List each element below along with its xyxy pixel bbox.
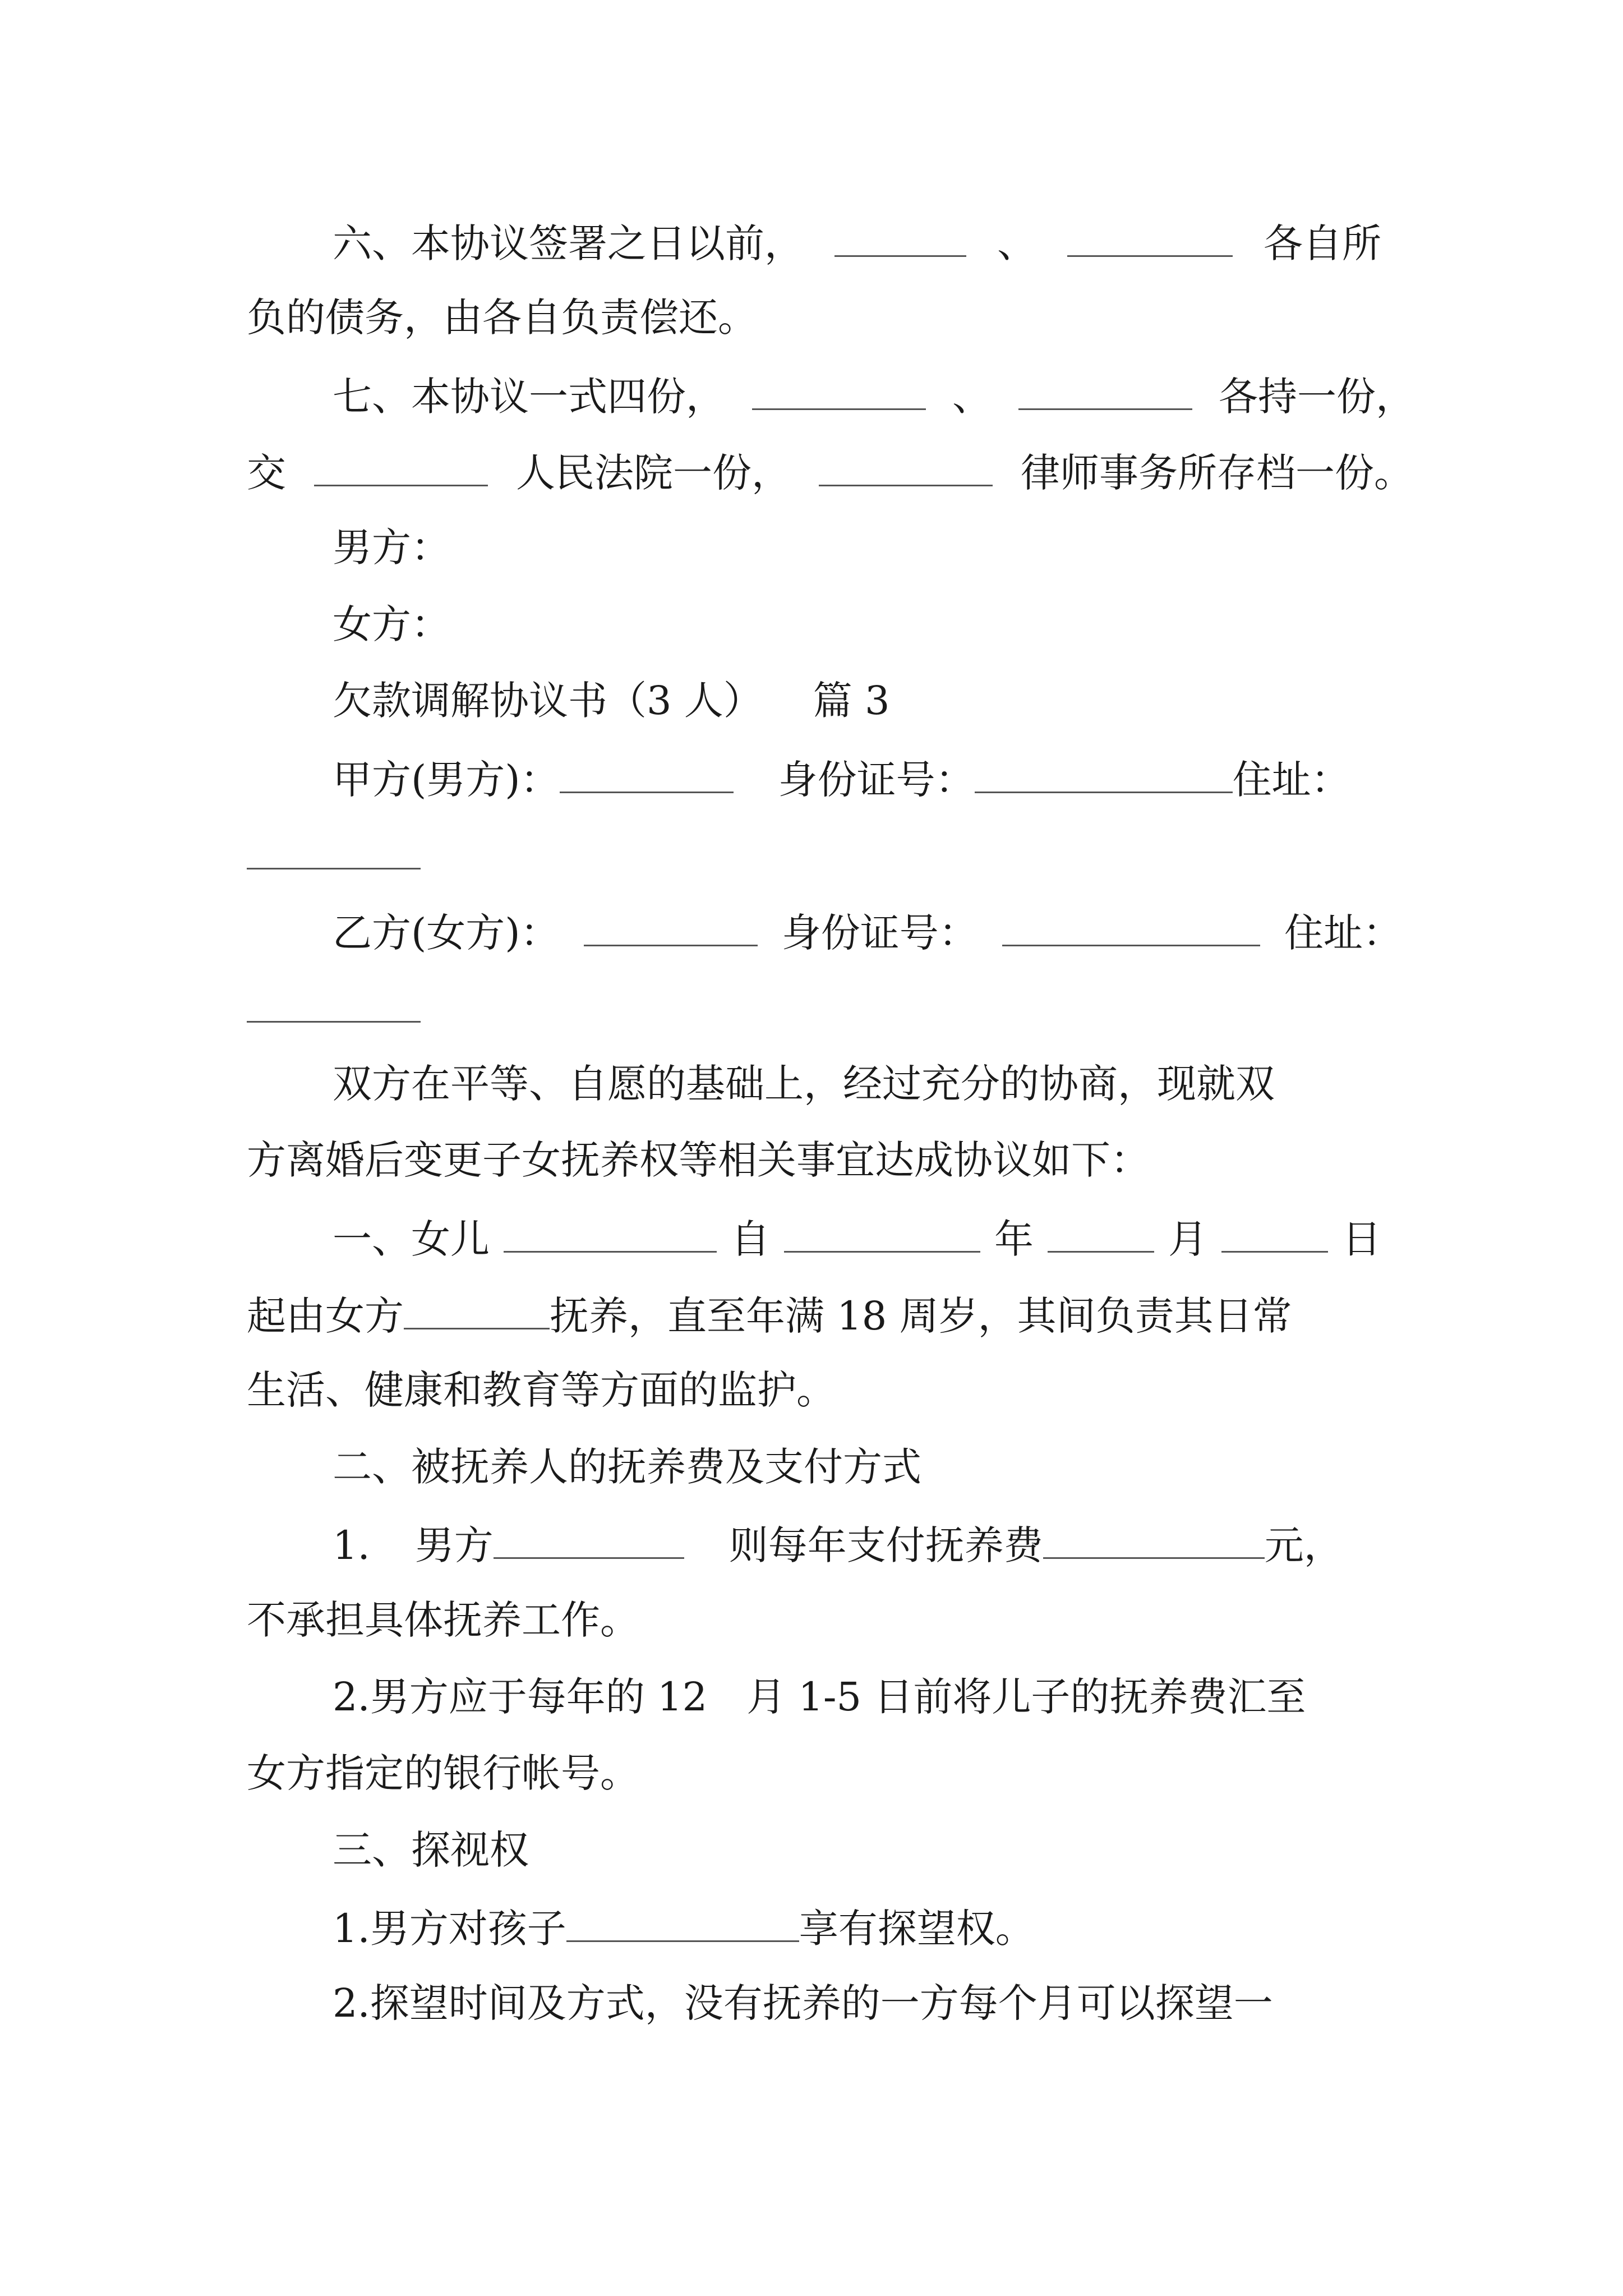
- blank-field[interactable]: [314, 451, 488, 486]
- id-number-label: 身份证号：: [778, 757, 975, 803]
- clause-6-text: 六、本协议签署之日以前，: [333, 220, 804, 266]
- from-label: 自: [731, 1216, 770, 1262]
- day-label: 日: [1342, 1216, 1381, 1262]
- address-label: 住址：: [1284, 910, 1402, 956]
- party-b-label: 乙方(女方)：: [333, 910, 560, 956]
- currency-unit: 元，: [1264, 1522, 1343, 1568]
- blank-field[interactable]: [1018, 375, 1192, 410]
- clause-7-text: 交: [247, 450, 286, 496]
- clause-6-continuation: 负的债务，由各自负责偿还。: [247, 295, 757, 341]
- item-number: 1.: [333, 1522, 370, 1568]
- year-label: 年: [994, 1216, 1034, 1262]
- section-number: 篇 3: [813, 678, 890, 724]
- blank-field[interactable]: [247, 987, 421, 1023]
- blank-field[interactable]: [975, 758, 1233, 793]
- blank-field[interactable]: [1002, 911, 1260, 946]
- blank-field[interactable]: [784, 1217, 980, 1253]
- article-3-item-1: [333, 1906, 1035, 1952]
- preamble-line-1: [333, 1061, 1275, 1107]
- item-text: 2.探望时间及方式，没有抚养的一方每个月可以探望一: [333, 1980, 1273, 2026]
- blank-field[interactable]: [247, 834, 421, 869]
- article-3-title: 三、探视权: [333, 1827, 529, 1873]
- address-label: 住址：: [1232, 757, 1350, 803]
- article-1-text: 一、女儿: [333, 1216, 490, 1262]
- blank-field[interactable]: [819, 451, 993, 486]
- blank-field[interactable]: [752, 375, 926, 410]
- item-text: 不承担具体抚养工作。: [247, 1597, 639, 1643]
- clause-7-text: 人民法院一份，: [516, 450, 791, 496]
- blank-field[interactable]: [1067, 222, 1233, 257]
- blank-field[interactable]: [404, 1294, 550, 1329]
- blank-field[interactable]: [1048, 1217, 1154, 1253]
- article-2-item-1-line-2: [247, 1597, 639, 1643]
- article-1-line-2: [247, 1293, 1292, 1339]
- item-text: 享有探望权。: [799, 1906, 1035, 1952]
- clause-7-text-end: 各持一份，: [1219, 374, 1415, 420]
- article-1-line-1: [333, 1216, 1381, 1262]
- item-text: 则每年支付抚养费: [728, 1522, 1043, 1568]
- preamble-text: 方离婚后变更子女抚养权等相关事宜达成协议如下：: [247, 1137, 1150, 1183]
- blank-field[interactable]: [504, 1217, 717, 1253]
- article-2-heading: [333, 1444, 921, 1490]
- clause-7-text-end: 律师事务所存档一份。: [1021, 450, 1413, 496]
- preamble-text: 双方在平等、自愿的基础上，经过充分的协商，现就双: [333, 1061, 1275, 1107]
- party-b-address-line: [247, 987, 421, 1029]
- article-2-item-2-line-1: [333, 1674, 1306, 1720]
- preamble-line-2: [247, 1137, 1150, 1183]
- section-title: [333, 678, 890, 724]
- blank-field[interactable]: [560, 758, 734, 793]
- article-3-item-2: [333, 1980, 1273, 2026]
- female-party-label: 女方：: [333, 601, 450, 647]
- clause-7-text: 七、本协议一式四份，: [333, 374, 725, 420]
- blank-field[interactable]: [584, 911, 758, 946]
- male-party-label: 男方：: [333, 524, 450, 570]
- clause-7-line-2: [247, 450, 1413, 496]
- clause-6-text-end: 各自所: [1264, 220, 1381, 266]
- party-b-line: [333, 910, 1402, 956]
- blank-field[interactable]: [834, 222, 966, 257]
- item-text: 1.男方对孩子: [333, 1906, 566, 1952]
- clause-6-line-1: [333, 220, 1381, 266]
- party-a-label: 甲方(男方)：: [333, 757, 560, 803]
- article-1-text: 抚养，直至年满 18 周岁，其间负责其日常: [550, 1293, 1292, 1339]
- article-2-item-2-line-2: [247, 1750, 639, 1796]
- party-a-address-line: [247, 834, 421, 876]
- clause-6-line-2: [247, 295, 757, 341]
- article-1-text: 生活、健康和教育等方面的监护。: [247, 1367, 836, 1413]
- article-3-heading: [333, 1827, 529, 1873]
- article-2-title: 二、被抚养人的抚养费及支付方式: [333, 1444, 921, 1490]
- blank-field[interactable]: [494, 1524, 684, 1559]
- separator: 、: [997, 220, 1036, 266]
- item-text: 女方指定的银行帐号。: [247, 1750, 639, 1796]
- clause-7-line-1: [333, 374, 1415, 420]
- item-text: 男方: [414, 1522, 494, 1568]
- title-text: 欠款调解协议书（3 人）: [333, 678, 763, 724]
- id-number-label: 身份证号：: [781, 910, 978, 956]
- party-a-line: [333, 757, 1350, 803]
- article-1-text: 起由女方: [247, 1293, 404, 1339]
- item-text: 2.男方应于每年的 12 月 1-5 日前将儿子的抚养费汇至: [333, 1674, 1306, 1720]
- male-party-signature: [333, 524, 450, 570]
- female-party-signature: [333, 601, 450, 647]
- separator: 、: [952, 374, 992, 420]
- article-2-item-1-line-1: [333, 1522, 1343, 1568]
- blank-field[interactable]: [566, 1907, 799, 1942]
- month-label: 月: [1168, 1216, 1207, 1262]
- article-1-line-3: [247, 1367, 836, 1413]
- blank-field[interactable]: [1043, 1524, 1265, 1559]
- blank-field[interactable]: [1221, 1217, 1328, 1253]
